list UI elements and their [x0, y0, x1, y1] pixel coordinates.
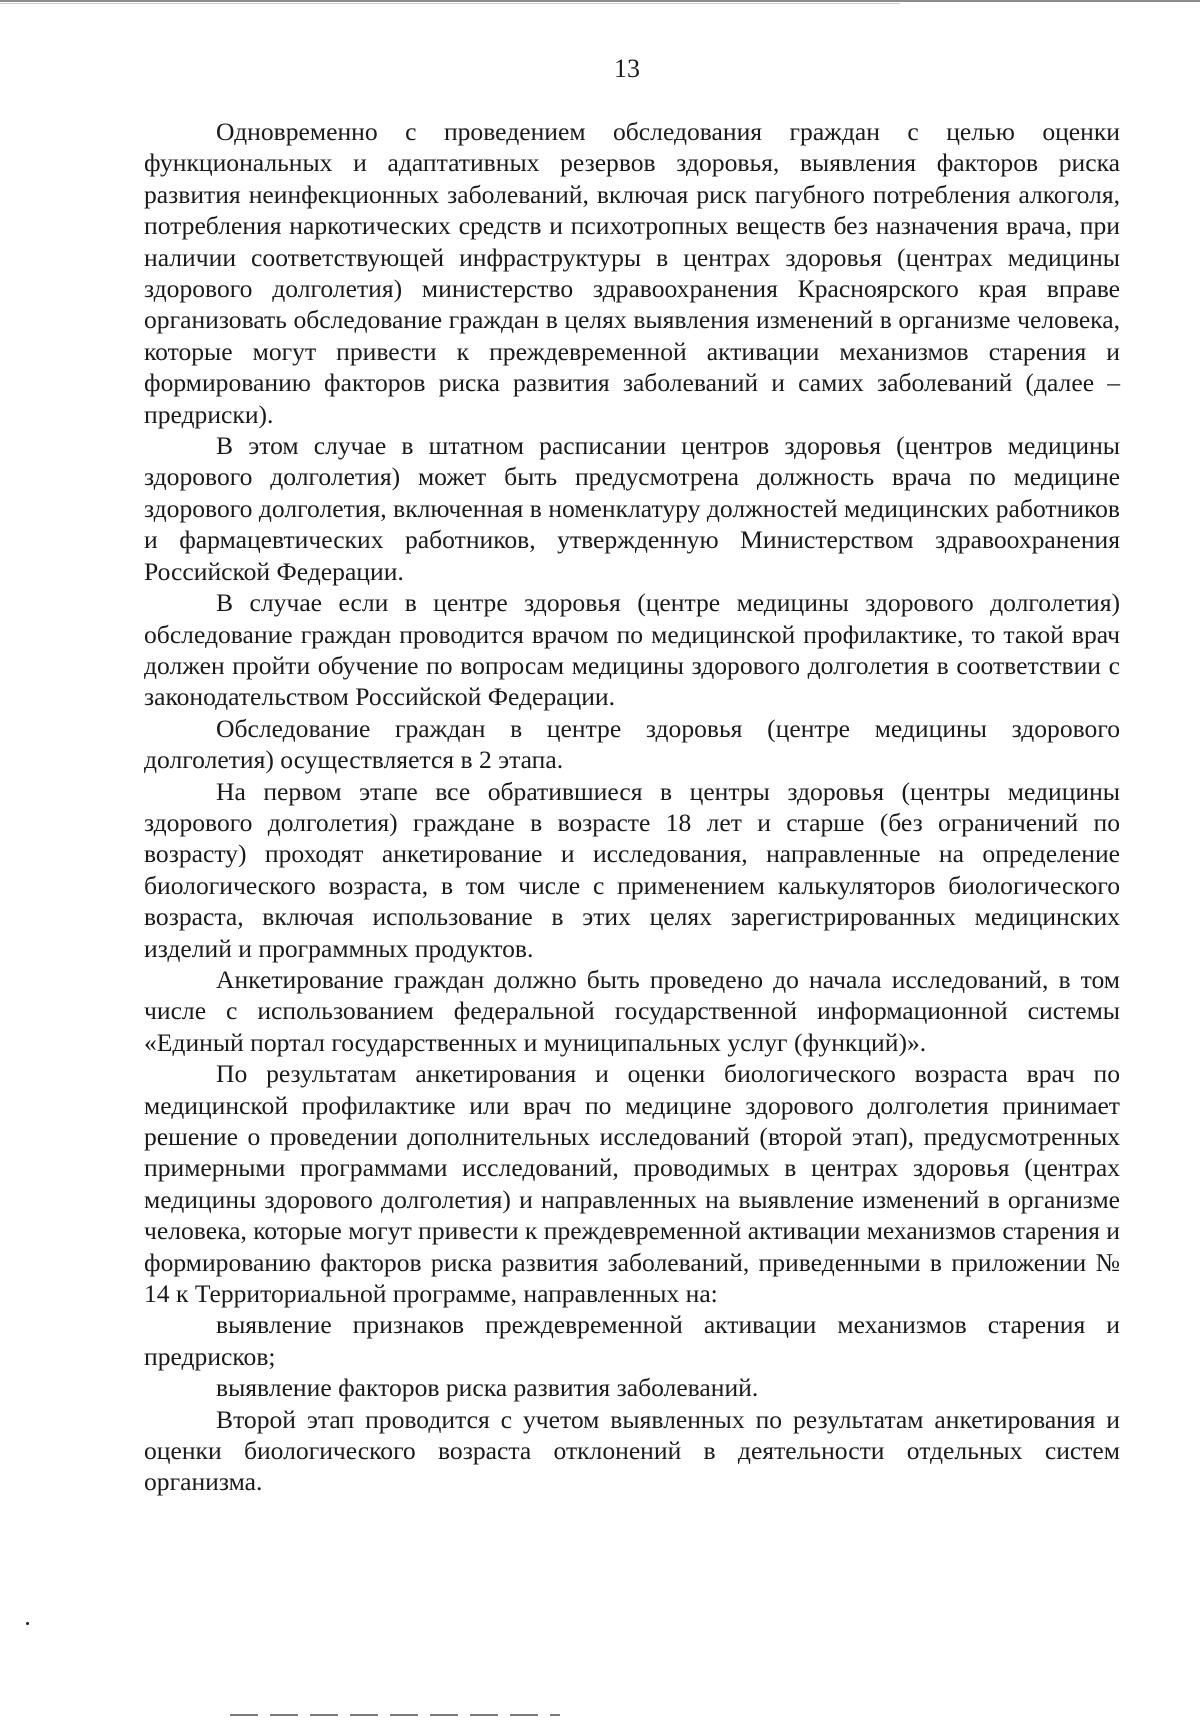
paragraph-9: выявление факторов риска развития заболеваний.	[216, 1373, 759, 1403]
paragraph-10: Второй этап проводится с учетом выявленных по результатам анкетирования и оценки биологического возраста отклонений в деятельности отдельных систем организма.	[144, 1404, 1120, 1497]
scan-artifact-top	[0, 3, 900, 4]
paragraph-6: Анкетирование граждан должно быть проведено до начала исследований, в том числе с использованием федеральной государственной информационной системы «Единый портал государственных и муниципальных услуг (функций)».	[144, 964, 1120, 1057]
scan-edge-top	[0, 0, 1200, 2]
scan-artifact-bottom	[230, 1714, 560, 1716]
document-body	[144, 116, 1120, 1498]
paragraph-5: На первом этапе все обратившиеся в центры здоровья (центры медицины здорового долголетия) граждане в возрасте 18 лет и старше (без ограничений по возрасту) проходят анкетирование и исследования, направленные на определение биологического возраста, в том числе с применением калькуляторов биологического возраста, включая использование в этих целях зарегистрированных медицинских изделий и программных продуктов.	[144, 776, 1120, 963]
paragraph-4: Обследование граждан в центре здоровья (центре медицины здорового долголетия) осуществляется в 2 этапа.	[144, 713, 1120, 775]
paragraph-7: По результатам анкетирования и оценки биологического возраста врач по медицинской профилактике или врач по медицине здорового долголетия принимает решение о проведении дополнительных исследований (второй этап), предусмотренных примерными программами исследований, проводимых в центрах здоровья (центрах медицины здорового долголетия) и направленных на выявление изменений в организме человека, которые могут привести к преждевременной активации механизмов старения и формированию факторов риска развития заболеваний, приведенными в приложении № 14 к Территориальной программе, направленных на:	[144, 1059, 1120, 1309]
paragraph-2: В этом случае в штатном расписании центров здоровья (центров медицины здорового долголетия) может быть предусмотрена должность врача по медицине здорового долголетия, включенная в номенклатуру должностей медицинских работников и фармацевтических работников, утвержденную Министерством здравоохранения Российской Федерации.	[144, 431, 1120, 586]
paragraph-3: В случае если в центре здоровья (центре медицины здорового долголетия) обследование граждан проводится врачом по медицинской профилактике, то такой врач должен пройти обучение по вопросам медицины здорового долголетия в соответствии с законодательством Российской Федерации.	[144, 588, 1120, 712]
scan-speck	[26, 1622, 29, 1625]
paragraph-8: выявление признаков преждевременной активации механизмов старения и предрисков;	[144, 1310, 1120, 1371]
paragraph-1: Одновременно с проведением обследования граждан с целью оценки функциональных и адаптативных резервов здоровья, выявления факторов риска развития неинфекционных заболеваний, включая риск пагубного потребления алкоголя, потребления наркотических средств и психотропных веществ без назначения врача, при наличии соответствующей инфраструктуры в центрах здоровья (центрах медицины здорового долголетия) министерство здравоохранения Красноярского края вправе организовать обследование граждан в целях выявления изменений в организме человека, которые могут привести к преждевременной активации механизмов старения и формированию факторов риска развития заболеваний и самих заболеваний (далее – предриски).	[144, 117, 1120, 429]
page-number: 13	[614, 54, 640, 83]
